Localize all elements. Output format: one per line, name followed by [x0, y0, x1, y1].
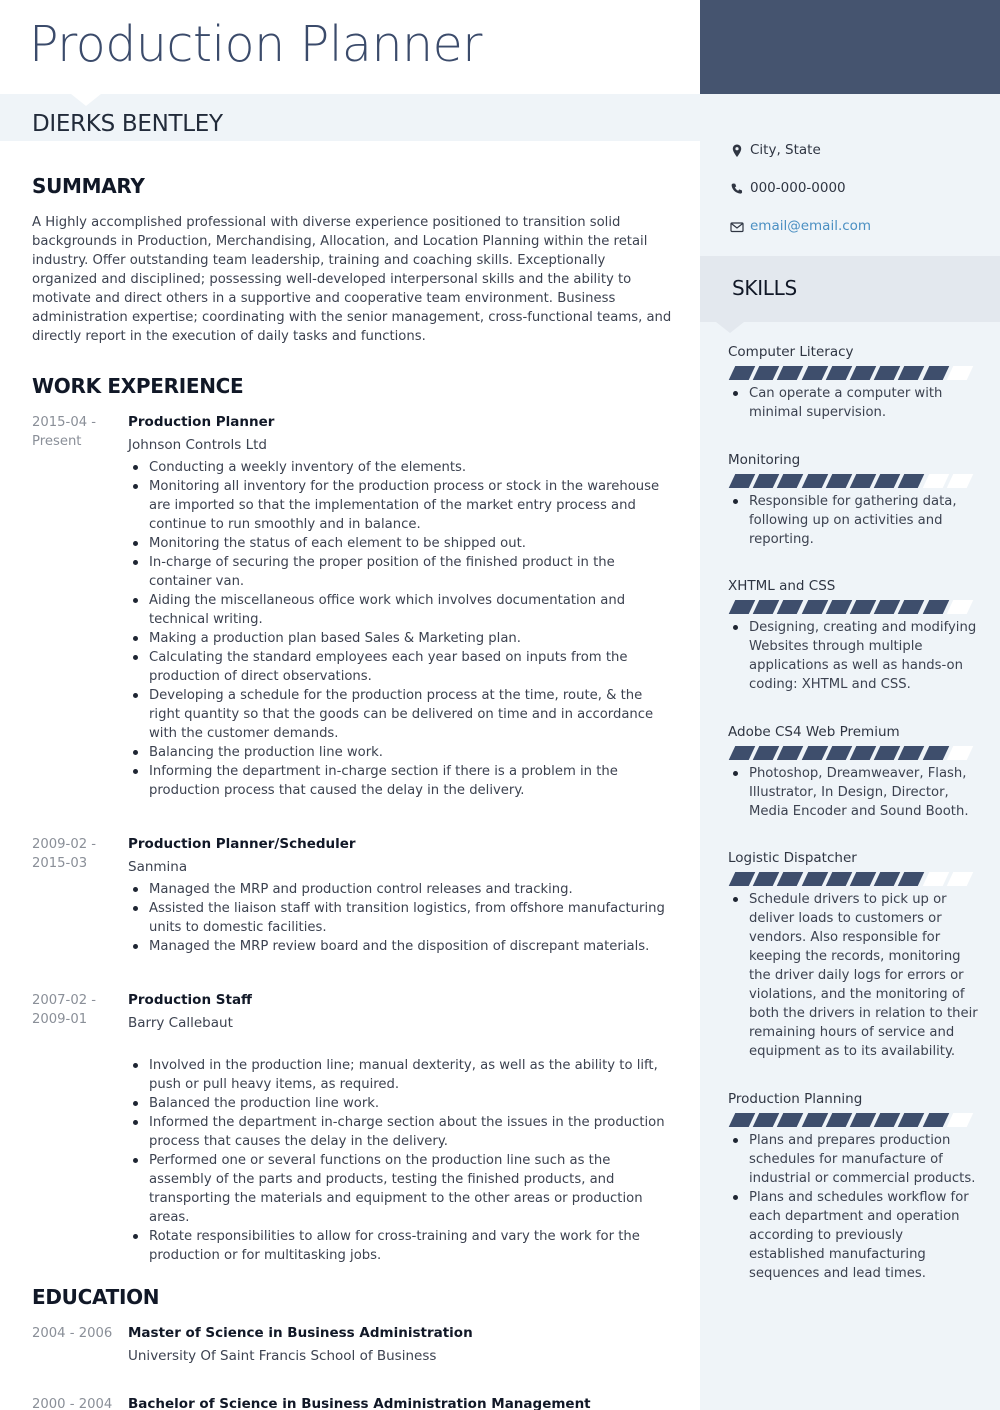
skill-name: Monitoring	[728, 452, 801, 468]
bullet-item: Assisted the liaison staff with transition logistics, from offshore manufacturing units to domestic facilities.	[128, 899, 674, 937]
education-school: University Of Saint Francis School of Business	[128, 1348, 437, 1364]
contact-location-text: City, State	[750, 142, 821, 158]
skill-segment-filled	[850, 1113, 877, 1127]
job-role: Production Planner/Scheduler	[128, 836, 356, 852]
email-link[interactable]: email@email.com	[750, 218, 872, 234]
education-degree: Master of Science in Business Administration	[128, 1325, 473, 1341]
skill-segment-filled	[850, 872, 877, 886]
skill-segment-filled	[898, 366, 925, 380]
education-dates: 2004 - 2006	[32, 1326, 113, 1341]
education-heading: EDUCATION	[32, 1285, 160, 1309]
skill-bullets	[728, 384, 978, 422]
skill-item	[728, 849, 978, 1061]
envelope-icon	[730, 219, 744, 235]
skill-rating-bar	[728, 746, 970, 760]
skill-segment-empty	[947, 1113, 974, 1127]
skill-segment-filled	[898, 600, 925, 614]
skill-segment-filled	[801, 1113, 828, 1127]
skill-segment-filled	[850, 366, 877, 380]
skill-segment-filled	[777, 746, 804, 760]
bullet-item: Plans and prepares production schedules for manufacture of industrial or commercial products.	[728, 1131, 978, 1188]
bullet-item: Monitoring the status of each element to be shipped out.	[128, 534, 674, 553]
summary-text: A Highly accomplished professional with diverse experience positioned to transition solid backgrounds in Production, Merchandising, Allocation, and Location Planning within the retail industry. Offer outstanding team leadership, training and coaching skills. Exceptionally organized and disciplined; possessing well-developed interpersonal skills and the ability to motivate and direct others in a supportive and cooperative team environment. Business administration expertise; coordinating with the senior management, cross-functional teams, and directly report in the execution of daily tasks and functions.	[32, 215, 672, 344]
skill-segment-empty	[947, 474, 974, 488]
skill-segment-filled	[753, 1113, 780, 1127]
bullet-item: Aiding the miscellaneous office work which involves documentation and technical writing.	[128, 591, 674, 629]
bullet-item: Rotate responsibilities to allow for cross-training and vary the work for the production or for multitasking jobs.	[128, 1227, 674, 1265]
skills-heading: SKILLS	[732, 276, 797, 300]
sidebar-header-block	[700, 0, 1000, 94]
bullet-item: Developing a schedule for the production process at the time, route, & the right quantity so that the goods can be delivered on time and in accordance with the customer demands.	[128, 686, 674, 743]
skill-segment-filled	[801, 474, 828, 488]
bullet-item: Informing the department in-charge section if there is a problem in the production process that caused the delay in the delivery.	[128, 762, 674, 800]
job-dates	[32, 835, 122, 873]
job-bullets	[128, 880, 674, 956]
skill-segment-filled	[729, 366, 756, 380]
job-bullets	[128, 1056, 674, 1265]
contact-phone-text: 000-000-0000	[750, 180, 846, 196]
skill-segment-filled	[826, 872, 853, 886]
bullet-item: Involved in the production line; manual dexterity, as well as the ability to lift, push or pull heavy items, as required.	[128, 1056, 674, 1094]
education-degree: Bachelor of Science in Business Administration Management	[128, 1396, 591, 1410]
job-date-end: 2015-03	[32, 856, 88, 871]
skill-segment-filled	[850, 600, 877, 614]
skill-segment-filled	[874, 366, 901, 380]
bullet-item: Balanced the production line work.	[128, 1094, 674, 1113]
skills-band-notch	[716, 322, 744, 333]
skill-segment-filled	[729, 1113, 756, 1127]
job-bullets	[128, 458, 674, 800]
skill-rating-bar	[728, 600, 970, 614]
skill-segment-filled	[826, 600, 853, 614]
summary-heading: SUMMARY	[32, 174, 145, 198]
education-body	[128, 1324, 674, 1366]
skill-bullets	[728, 1131, 978, 1283]
name-band-notch	[71, 94, 101, 106]
skill-segment-filled	[777, 474, 804, 488]
bullet-item: Balancing the production line work.	[128, 743, 674, 762]
skill-segment-filled	[874, 600, 901, 614]
skill-bullets	[728, 764, 978, 821]
skill-item	[728, 451, 978, 549]
bullet-item: Can operate a computer with minimal supervision.	[728, 384, 978, 422]
job-company: Sanmina	[128, 859, 188, 875]
skill-segment-empty	[947, 600, 974, 614]
job-date-start: 2015-04 -	[32, 415, 97, 430]
job-body	[128, 991, 674, 1265]
skill-segment-filled	[898, 1113, 925, 1127]
bullet-item: Informed the department in-charge section about the issues in the production process that causes the delay in the delivery.	[128, 1113, 674, 1151]
education-dates: 2000 - 2004	[32, 1397, 113, 1410]
skill-name: Production Planning	[728, 1091, 863, 1107]
skill-segment-filled	[729, 746, 756, 760]
skill-segment-filled	[729, 872, 756, 886]
job-dates	[32, 991, 122, 1029]
job-body	[128, 413, 674, 800]
bullet-item: Conducting a weekly inventory of the elements.	[128, 458, 674, 477]
skill-rating-bar	[728, 1113, 970, 1127]
skill-segment-filled	[922, 366, 949, 380]
bullet-item: Performed one or several functions on the production line such as the assembly of the parts and products, testing the finished products, and transporting the materials and equipment to the other areas or production areas.	[128, 1151, 674, 1227]
skill-segment-filled	[922, 1113, 949, 1127]
skill-segment-filled	[801, 746, 828, 760]
skill-segment-filled	[753, 872, 780, 886]
skill-segment-empty	[947, 746, 974, 760]
education-body	[128, 1395, 674, 1410]
bullet-item: Managed the MRP and production control releases and tracking.	[128, 880, 674, 899]
phone-icon	[730, 181, 744, 197]
page-title: Production Planner	[29, 16, 482, 73]
job-date-end: Present	[32, 434, 82, 449]
bullet-item: Monitoring all inventory for the production process or stock in the warehouse are imported so that the implementation of the market entry process and continue to run smoothly and in balance.	[128, 477, 674, 534]
bullet-item: Managed the MRP review board and the disposition of discrepant materials.	[128, 937, 674, 956]
job-role: Production Planner	[128, 414, 275, 430]
skill-segment-filled	[922, 746, 949, 760]
bullet-item: Photoshop, Dreamweaver, Flash, Illustrator, In Design, Director, Media Encoder and Sound Booth.	[728, 764, 978, 821]
skill-segment-empty	[947, 366, 974, 380]
skill-segment-filled	[801, 366, 828, 380]
skill-segment-filled	[850, 474, 877, 488]
name-band	[0, 94, 700, 141]
map-pin-icon	[730, 143, 744, 159]
skill-segment-empty	[922, 872, 949, 886]
skill-name: XHTML and CSS	[728, 578, 836, 594]
job-date-start: 2007-02 -	[32, 993, 97, 1008]
skill-segment-filled	[850, 746, 877, 760]
skill-segment-filled	[777, 872, 804, 886]
skill-segment-filled	[753, 474, 780, 488]
skill-segment-filled	[874, 1113, 901, 1127]
job-date-start: 2009-02 -	[32, 837, 97, 852]
skill-name: Adobe CS4 Web Premium	[728, 724, 900, 740]
skill-segment-filled	[826, 1113, 853, 1127]
job-body	[128, 835, 674, 956]
skill-rating-bar	[728, 474, 970, 488]
skill-segment-filled	[874, 872, 901, 886]
skill-segment-filled	[874, 474, 901, 488]
skill-segment-filled	[898, 474, 925, 488]
bullet-item: Designing, creating and modifying Websites through multiple applications as well as hands-on coding: XHTML and CSS.	[728, 618, 978, 694]
skills-band	[700, 256, 1000, 322]
skill-segment-filled	[922, 600, 949, 614]
skill-bullets	[728, 890, 978, 1061]
sidebar	[700, 0, 1000, 1410]
bullet-item: Plans and schedules workflow for each department and operation according to previously established manufacturing sequences and lead times.	[728, 1188, 978, 1283]
job-date-end: 2009-01	[32, 1012, 88, 1027]
job-role: Production Staff	[128, 992, 252, 1008]
skill-segment-filled	[729, 600, 756, 614]
skill-segment-filled	[801, 600, 828, 614]
skill-rating-bar	[728, 366, 970, 380]
skill-segment-filled	[753, 366, 780, 380]
bullet-item: In-charge of securing the proper position of the finished product in the container van.	[128, 553, 674, 591]
skill-segment-filled	[729, 474, 756, 488]
skill-item	[728, 1090, 978, 1283]
skill-segment-filled	[826, 366, 853, 380]
skill-segment-filled	[898, 746, 925, 760]
skill-segment-filled	[826, 746, 853, 760]
skill-name: Logistic Dispatcher	[728, 850, 857, 866]
job-dates	[32, 413, 122, 451]
skill-segment-filled	[874, 746, 901, 760]
skill-segment-filled	[777, 600, 804, 614]
work-experience-heading: WORK EXPERIENCE	[32, 374, 244, 398]
bullet-item: Responsible for gathering data, following up on activities and reporting.	[728, 492, 978, 549]
skill-bullets	[728, 492, 978, 549]
skill-segment-filled	[898, 872, 925, 886]
skill-rating-bar	[728, 872, 970, 886]
skill-item	[728, 343, 978, 422]
skill-segment-filled	[753, 746, 780, 760]
skill-segment-empty	[922, 474, 949, 488]
candidate-name: DIERKS BENTLEY	[32, 111, 223, 137]
skill-bullets	[728, 618, 978, 694]
bullet-item: Schedule drivers to pick up or deliver loads to customers or vendors. Also responsible for keeping the records, monitoring the driver daily logs for errors or violations, and the monitoring of both the drivers in relation to their remaining hours of service and equipment as to its availability.	[728, 890, 978, 1061]
skill-segment-filled	[826, 474, 853, 488]
job-company: Barry Callebaut	[128, 1015, 233, 1031]
skill-segment-filled	[777, 1113, 804, 1127]
skill-item	[728, 577, 978, 694]
skill-segment-filled	[801, 872, 828, 886]
job-company: Johnson Controls Ltd	[128, 437, 268, 453]
bullet-item: Making a production plan based Sales & Marketing plan.	[128, 629, 674, 648]
skill-segment-filled	[777, 366, 804, 380]
skill-segment-filled	[753, 600, 780, 614]
bullet-item: Calculating the standard employees each year based on inputs from the production of direct observations.	[128, 648, 674, 686]
skill-segment-empty	[947, 872, 974, 886]
skill-item	[728, 723, 978, 821]
skill-name: Computer Literacy	[728, 344, 854, 360]
